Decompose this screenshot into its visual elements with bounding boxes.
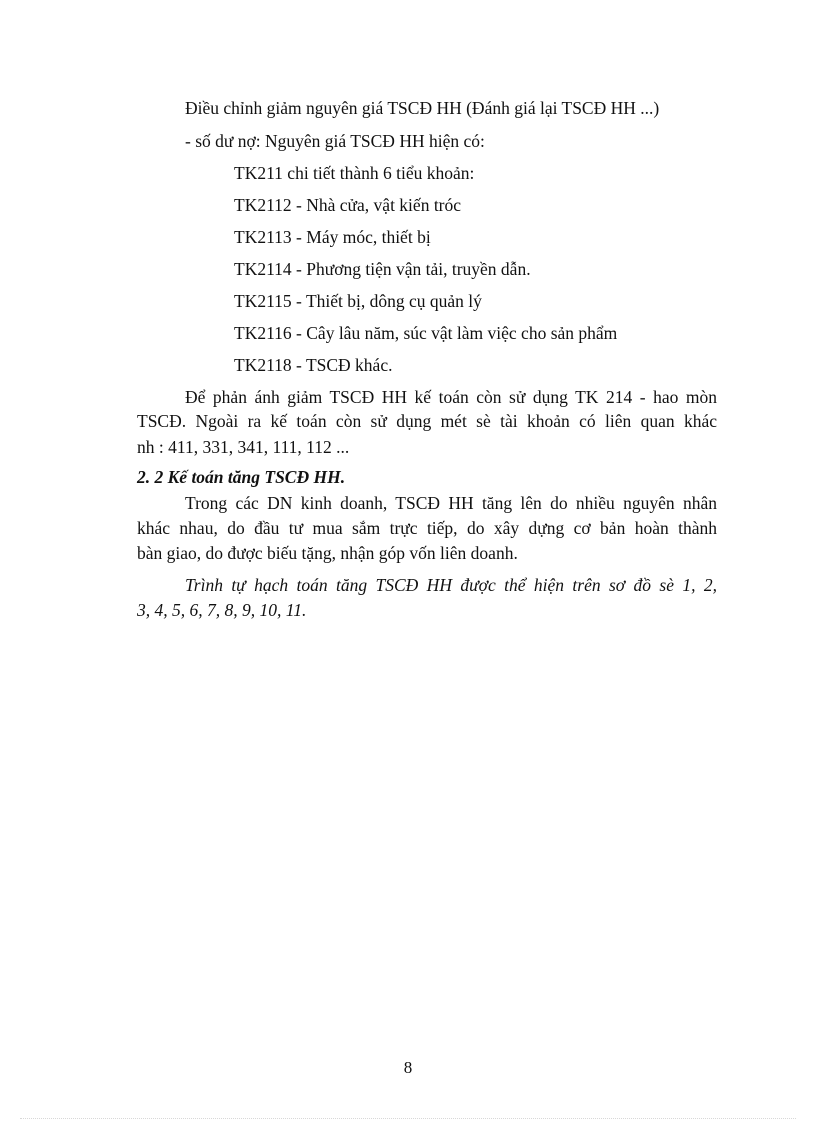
paragraph-phan-anh-line-2: TSCĐ. Ngoài ra kế toán còn sử dụng mét sè tài khoản có liên quan khác	[137, 411, 717, 431]
account-line: TK2118 - TSCĐ khác.	[234, 355, 393, 375]
footer-divider	[20, 1118, 796, 1119]
paragraph-phan-anh-line-3: nh : 411, 331, 341, 111, 112 ...	[137, 437, 350, 457]
paragraph-trong-cac-line-3: bàn giao, do được biếu tặng, nhận góp vốn liên doanh.	[137, 543, 518, 563]
paragraph-trong-cac-line-1: Trong các DN kinh doanh, TSCĐ HH tăng lên do nhiều nguyên nhân	[185, 493, 717, 513]
account-line: TK2113 - Máy móc, thiết bị	[234, 227, 431, 247]
paragraph-trinh-tu-line-2: 3, 4, 5, 6, 7, 8, 9, 10, 11.	[137, 600, 307, 620]
paragraph-dieu-chinh: Điều chỉnh giảm nguyên giá TSCĐ HH (Đánh giá lại TSCĐ HH ...)	[185, 98, 660, 118]
account-line: TK2116 - Cây lâu năm, súc vật làm việc cho sản phẩm	[234, 323, 618, 343]
section-heading: 2. 2 Kế toán tăng TSCĐ HH.	[137, 467, 346, 487]
paragraph-tk211: TK211 chi tiết thành 6 tiểu khoản:	[234, 163, 475, 183]
page-number: 8	[403, 1058, 413, 1077]
paragraph-phan-anh-line-1: Để phản ánh giảm TSCĐ HH kế toán còn sử dụng TK 214 - hao mòn	[185, 387, 717, 407]
paragraph-trong-cac-line-2: khác nhau, do đầu tư mua sắm trực tiếp, do xây dựng cơ bản hoàn thành	[137, 518, 717, 538]
paragraph-trinh-tu-line-1: Trình tự hạch toán tăng TSCĐ HH được thể hiện trên sơ đồ sè 1, 2,	[185, 575, 717, 595]
account-line: TK2115 - Thiết bị, dông cụ quản lý	[234, 291, 482, 311]
account-line: TK2114 - Phương tiện vận tải, truyền dẫn.	[234, 259, 531, 279]
account-line: TK2112 - Nhà cửa, vật kiến tróc	[234, 195, 462, 215]
paragraph-so-du-no: - số dư nợ: Nguyên giá TSCĐ HH hiện có:	[185, 131, 485, 151]
